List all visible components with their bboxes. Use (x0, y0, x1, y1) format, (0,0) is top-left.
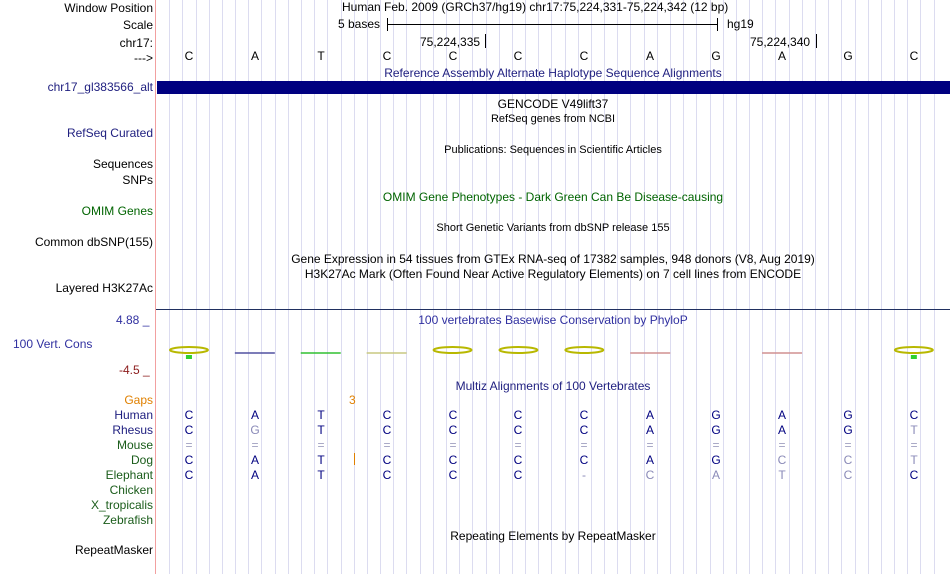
aligned-base: T (317, 423, 325, 437)
h3k27ac-track-label[interactable]: Layered H3K27Ac (55, 281, 153, 295)
aligned-base: A (645, 453, 654, 467)
scale-bar-left-tick (387, 18, 388, 31)
aligned-base: = (317, 438, 325, 452)
alt-haplotype-bar[interactable] (157, 81, 950, 94)
refseq-track-title[interactable]: RefSeq genes from NCBI (490, 113, 616, 125)
window-position-label: Window Position (64, 1, 153, 15)
reference-base: A (250, 49, 259, 63)
multiz-track-title[interactable]: Multiz Alignments of 100 Vertebrates (455, 379, 651, 393)
reference-base: T (317, 49, 325, 63)
conservation-track-label[interactable]: 100 Vert. Cons (13, 337, 93, 351)
refseq-track-label[interactable]: RefSeq Curated (66, 126, 153, 140)
species-label-rhesus[interactable]: Rhesus (112, 423, 153, 437)
aligned-base: A (250, 468, 259, 482)
scale-text: 5 bases (338, 17, 381, 31)
coordinate-tick-1 (485, 34, 486, 48)
aligned-base: A (777, 408, 786, 422)
aligned-base: A (777, 423, 786, 437)
aligned-base: C (909, 408, 919, 422)
window-position-text: Human Feb. 2009 (GRCh37/hg19) chr17:75,224,331-75,224,342 (12 bp) (342, 0, 729, 14)
coordinate-label-2: 75,224,340 (750, 35, 811, 49)
conservation-mark (170, 347, 208, 353)
repeatmasker-track-label[interactable]: RepeatMasker (74, 543, 153, 557)
aligned-base: = (383, 438, 391, 452)
conservation-max-value: 4.88 _ (116, 313, 150, 327)
aligned-base: = (910, 438, 918, 452)
conservation-mark (186, 355, 192, 359)
dbsnp-track-title[interactable]: Short Genetic Variants from dbSNP release 155 (436, 222, 670, 234)
species-label-mouse[interactable]: Mouse (116, 438, 153, 452)
gap-count: 3 (349, 393, 356, 407)
aligned-base: G (711, 453, 721, 467)
aligned-base: C (513, 423, 523, 437)
insertion-marker (354, 453, 355, 465)
aligned-base: = (712, 438, 720, 452)
aligned-base: G (843, 423, 853, 437)
alt-haplotype-track-title[interactable]: Reference Assembly Alternate Haplotype Sequence Alignments (384, 66, 722, 80)
aligned-base: C (184, 423, 194, 437)
aligned-base: = (449, 438, 457, 452)
aligned-base: C (382, 453, 392, 467)
aligned-base: C (645, 468, 655, 482)
aligned-base: C (382, 468, 392, 482)
reference-base: C (382, 49, 392, 63)
aligned-base: C (909, 468, 919, 482)
aligned-base: T (317, 468, 325, 482)
aligned-base: T (778, 468, 786, 482)
species-label-elephant[interactable]: Elephant (105, 468, 153, 482)
aligned-base: C (513, 453, 523, 467)
aligned-base: G (711, 408, 721, 422)
aligned-base: = (251, 438, 259, 452)
aligned-base: C (579, 423, 589, 437)
aligned-base: - (582, 468, 586, 482)
conservation-mark (434, 347, 472, 353)
reference-base: G (843, 49, 853, 63)
species-label-human[interactable]: Human (114, 408, 153, 422)
aligned-base: = (778, 438, 786, 452)
species-label-chicken[interactable]: Chicken (109, 483, 153, 497)
aligned-base: T (317, 408, 325, 422)
strand-arrow-label[interactable]: ---> (134, 51, 153, 65)
reference-base: C (448, 49, 458, 63)
aligned-base: = (844, 438, 852, 452)
aligned-base: C (513, 408, 523, 422)
aligned-base: A (645, 423, 654, 437)
aligned-base: = (185, 438, 193, 452)
coordinate-tick-2 (816, 34, 817, 48)
aligned-base: C (448, 468, 458, 482)
snps-track-label[interactable]: SNPs (122, 173, 153, 187)
publications-track-title[interactable]: Publications: Sequences in Scientific Articles (444, 144, 662, 156)
conservation-mark (565, 347, 603, 353)
aligned-base: A (711, 468, 720, 482)
aligned-base: C (382, 408, 392, 422)
aligned-base: A (645, 408, 654, 422)
aligned-base: T (910, 453, 918, 467)
species-label-zebrafish[interactable]: Zebrafish (102, 513, 153, 527)
dbsnp-track-label[interactable]: Common dbSNP(155) (34, 235, 153, 249)
aligned-base: C (184, 468, 194, 482)
reference-base: C (513, 49, 523, 63)
aligned-base: G (711, 423, 721, 437)
aligned-base: = (580, 438, 588, 452)
h3k27ac-track-title[interactable]: H3K27Ac Mark (Often Found Near Active Regulatory Elements) on 7 cell lines from ENCODE (304, 267, 802, 281)
assembly-name: hg19 (727, 17, 754, 31)
aligned-base: C (579, 408, 589, 422)
omim-track-title[interactable]: OMIM Gene Phenotypes - Dark Green Can Be Disease-causing (382, 190, 724, 204)
aligned-base: C (843, 468, 853, 482)
reference-base: A (777, 49, 786, 63)
aligned-base: C (843, 453, 853, 467)
gaps-label[interactable]: Gaps (124, 393, 153, 407)
reference-base: C (184, 49, 194, 63)
aligned-base: C (382, 423, 392, 437)
aligned-base: C (448, 423, 458, 437)
gencode-track-title[interactable]: GENCODE V49lift37 (497, 97, 609, 111)
aligned-base: C (777, 453, 787, 467)
conservation-mark (895, 347, 933, 353)
publications-track-label[interactable]: Sequences (92, 157, 153, 171)
conservation-signal (156, 340, 950, 370)
conservation-mark (499, 347, 537, 353)
aligned-base: C (184, 408, 194, 422)
aligned-base: T (317, 453, 325, 467)
aligned-base: T (910, 423, 918, 437)
aligned-base: A (250, 408, 259, 422)
gtex-track-title[interactable]: Gene Expression in 54 tissues from GTEx RNA-seq of 17382 samples, 948 donors (V8, Aug 2019) (291, 252, 815, 266)
chrom-label: chr17: (119, 36, 153, 50)
conservation-min-value: -4.5 _ (119, 363, 150, 377)
alt-haplotype-track-label[interactable]: chr17_gl383566_alt (47, 80, 153, 94)
aligned-base: = (646, 438, 654, 452)
scale-bar (387, 24, 717, 25)
species-label-dog[interactable]: Dog (130, 453, 153, 467)
coordinate-label-1: 75,224,335 (420, 35, 481, 49)
aligned-base: C (448, 453, 458, 467)
species-label-x_tropicalis[interactable]: X_tropicalis (90, 498, 153, 512)
omim-track-label[interactable]: OMIM Genes (81, 204, 153, 218)
aligned-base: C (579, 453, 589, 467)
scale-label: Scale (122, 18, 153, 32)
reference-base: G (711, 49, 721, 63)
aligned-base: C (184, 453, 194, 467)
conservation-track-title[interactable]: 100 vertebrates Basewise Conservation by PhyloP (418, 313, 688, 327)
conservation-mark (911, 355, 917, 359)
aligned-base: G (843, 408, 853, 422)
reference-base: C (909, 49, 919, 63)
aligned-base: C (448, 408, 458, 422)
reference-base: C (579, 49, 589, 63)
label-separator (155, 0, 156, 574)
aligned-base: C (513, 468, 523, 482)
repeatmasker-track-title[interactable]: Repeating Elements by RepeatMasker (450, 529, 656, 543)
aligned-base: = (514, 438, 522, 452)
reference-base: A (645, 49, 654, 63)
scale-bar-right-tick (717, 18, 718, 31)
aligned-base: A (250, 453, 259, 467)
aligned-base: G (250, 423, 260, 437)
h3k27ac-baseline (156, 309, 950, 310)
